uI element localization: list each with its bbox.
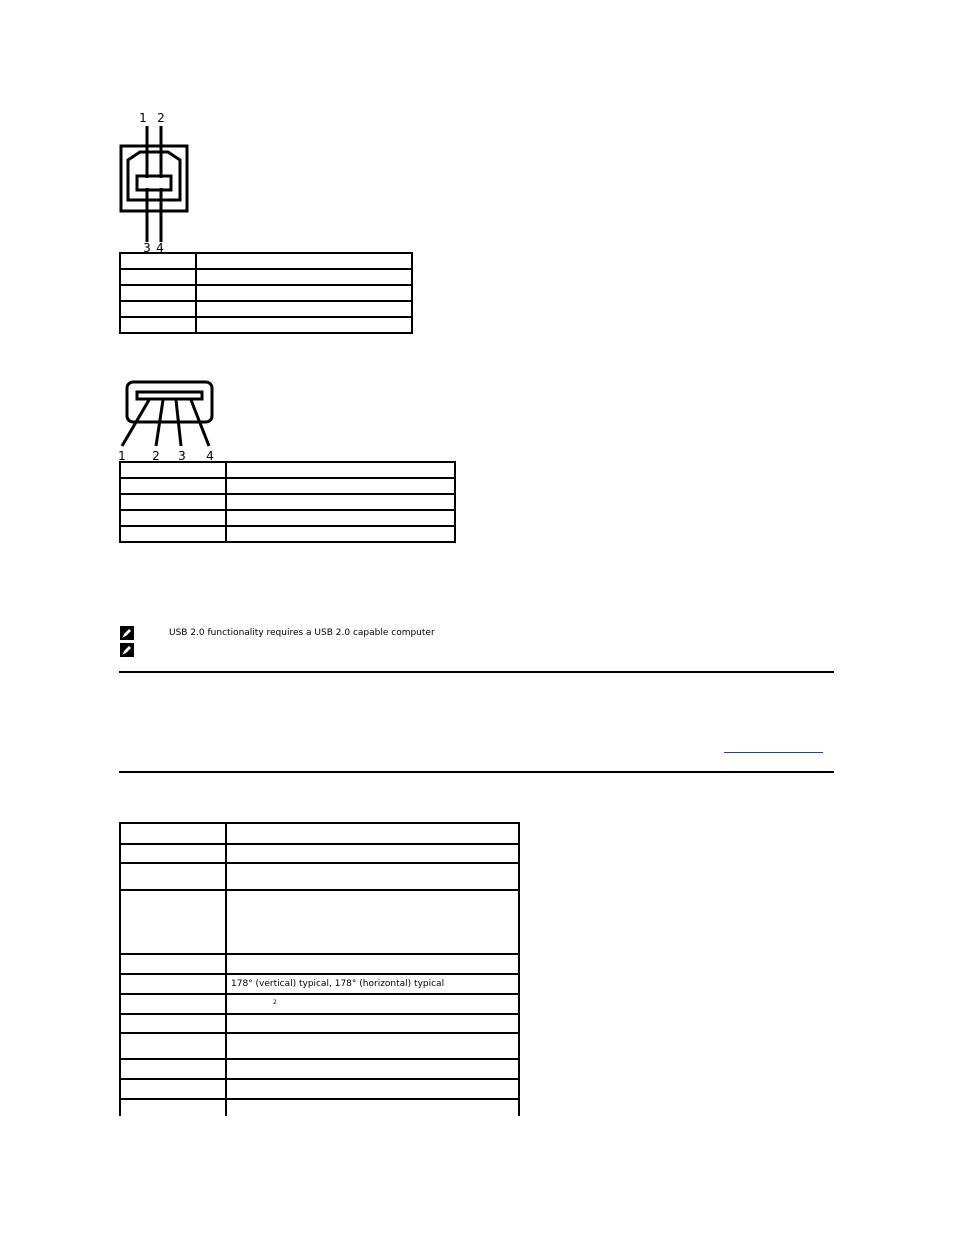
usb-b-connector-icon: [115, 108, 195, 253]
note-usb-2: [120, 626, 435, 640]
superscript: 2: [273, 998, 277, 1006]
table-row: [120, 844, 519, 863]
table-row: [120, 301, 412, 317]
table-row: [120, 1059, 519, 1079]
viewing-angle-value: 178° (vertical) typical, 178° (horizontal) typical: [226, 974, 519, 994]
section-divider: [119, 771, 834, 773]
specs-table: [119, 822, 520, 1116]
usb-a-connector-diagram: [115, 378, 220, 462]
pin-label-2: 2: [157, 111, 165, 125]
usb-b-connector-diagram: [115, 108, 195, 253]
pin-label-3: 3: [178, 449, 186, 462]
usb-a-pin-table: [119, 461, 456, 543]
table-row: [120, 890, 519, 954]
table-row: [120, 1079, 519, 1099]
section-divider: [119, 671, 834, 673]
note-pencil-icon: [120, 643, 134, 657]
pin-label-2: 2: [152, 449, 160, 462]
back-to-top-link[interactable]: [724, 740, 823, 753]
table-row: [120, 823, 519, 844]
note-pencil-icon: [120, 626, 134, 640]
pin-label-4: 4: [156, 241, 164, 253]
note-text: USB 2.0 functionality requires a USB 2.0 capable computer: [169, 628, 435, 638]
table-row: [120, 510, 455, 526]
table-row: [120, 994, 519, 1014]
table-row: [120, 526, 455, 542]
table-row: [120, 269, 412, 285]
table-row: [120, 1033, 519, 1059]
usb-a-connector-icon: [115, 378, 220, 462]
table-row: [120, 478, 455, 494]
note-second: [120, 643, 169, 657]
table-row: [120, 317, 412, 333]
table-row: [120, 253, 412, 269]
table-row: [120, 462, 455, 478]
table-row: [120, 1014, 519, 1033]
pin-label-4: 4: [206, 449, 214, 462]
table-row: [120, 285, 412, 301]
table-row: [120, 954, 519, 974]
table-row: [120, 974, 519, 994]
table-row: [120, 1099, 519, 1116]
pin-label-3: 3: [143, 241, 151, 253]
usb-b-pin-table: [119, 252, 413, 334]
table-row: [120, 494, 455, 510]
pin-label-1: 1: [139, 111, 147, 125]
pin-label-1: 1: [118, 449, 126, 462]
table-row: [120, 863, 519, 890]
